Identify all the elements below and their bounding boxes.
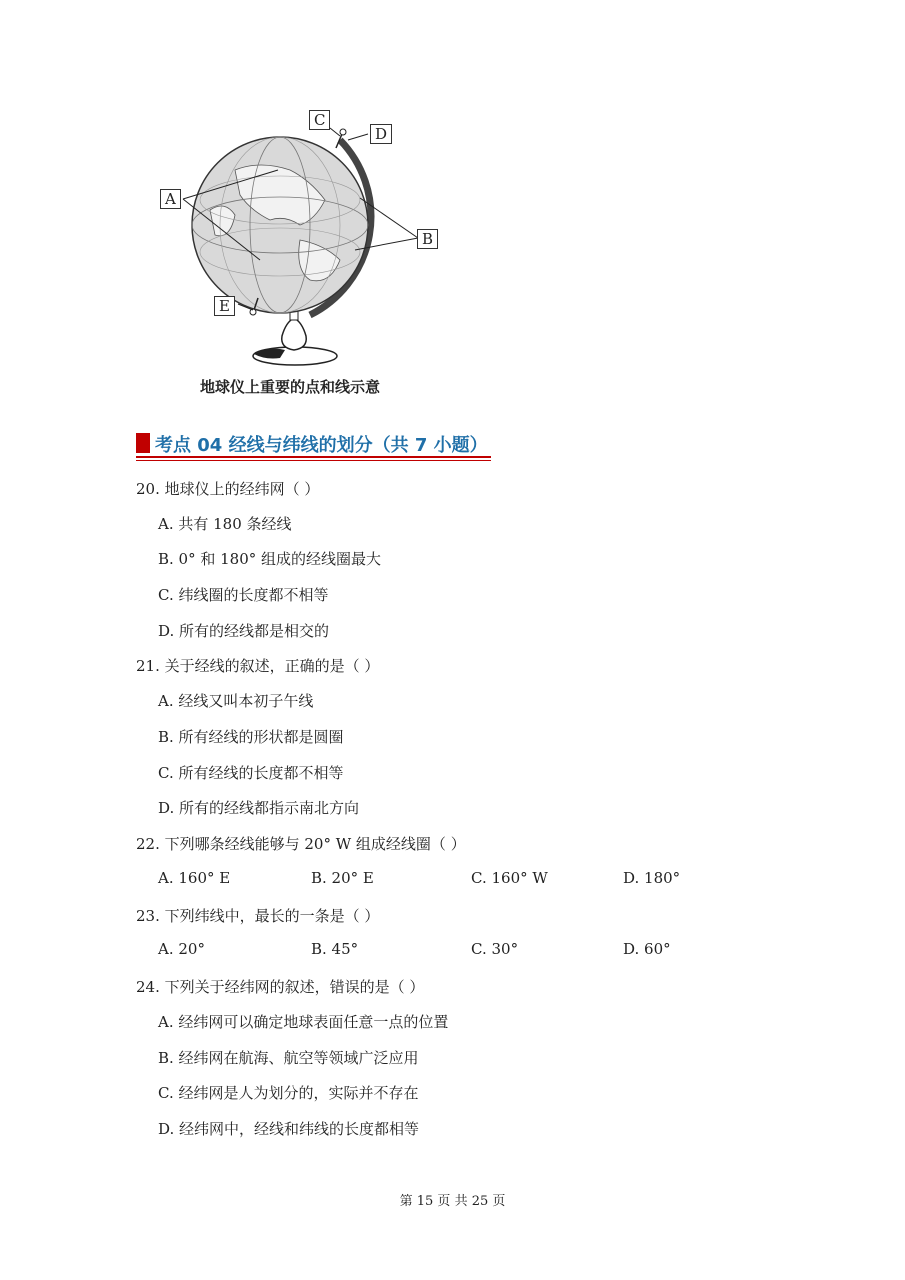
globe-illustration <box>150 100 450 370</box>
label-a: A <box>160 189 181 209</box>
question-23-option-a: A. 20° <box>158 940 205 958</box>
label-d: D <box>370 124 392 144</box>
label-c: C <box>309 110 330 130</box>
question-24-stem: 24. 下列关于经纬网的叙述，错误的是（ ） <box>136 978 425 996</box>
question-21-option-d: D. 所有的经线都指示南北方向 <box>158 799 360 817</box>
question-22-option-b: B. 20° E <box>311 869 374 887</box>
question-21-option-c: C. 所有经线的长度都不相等 <box>158 764 344 782</box>
question-22-stem: 22. 下列哪条经线能够与 20° W 组成经线圈（ ） <box>136 835 466 853</box>
question-22-option-a: A. 160° E <box>158 869 231 887</box>
question-23-option-b: B. 45° <box>311 940 359 958</box>
label-e: E <box>214 296 235 316</box>
section-underline <box>136 456 491 458</box>
question-24-option-b: B. 经纬网在航海、航空等领域广泛应用 <box>158 1049 419 1067</box>
question-23-option-c: C. 30° <box>471 940 519 958</box>
question-20-option-b: B. 0° 和 180° 组成的经线圈最大 <box>158 550 382 568</box>
section-header <box>136 430 491 456</box>
question-20-option-c: C. 纬线圈的长度都不相等 <box>158 586 329 604</box>
question-23-option-d: D. 60° <box>623 940 671 958</box>
question-20-option-d: D. 所有的经线都是相交的 <box>158 622 330 640</box>
question-22-option-d: D. 180° <box>623 869 681 887</box>
globe-figure <box>150 100 450 370</box>
question-24-option-a: A. 经纬网可以确定地球表面任意一点的位置 <box>158 1013 449 1031</box>
question-20-stem: 20. 地球仪上的经纬网（ ） <box>136 480 320 498</box>
question-24-option-c: C. 经纬网是人为划分的，实际并不存在 <box>158 1084 419 1102</box>
section-underline-thin <box>136 460 491 461</box>
question-23-stem: 23. 下列纬线中，最长的一条是（ ） <box>136 907 380 925</box>
question-21-option-a: A. 经线又叫本初子午线 <box>158 692 314 710</box>
figure-caption: 地球仪上重要的点和线示意 <box>200 378 381 396</box>
question-24-option-d: D. 经纬网中，经线和纬线的长度都相等 <box>158 1120 420 1138</box>
question-21-option-b: B. 所有经线的形状都是圆圈 <box>158 728 344 746</box>
question-22-option-c: C. 160° W <box>471 869 548 887</box>
section-title: 考点 04 经线与纬线的划分（共 7 小题） <box>155 435 488 456</box>
label-b: B <box>417 229 438 249</box>
section-marker <box>136 433 150 453</box>
page-footer: 第 15 页 共 25 页 <box>399 1194 506 1209</box>
question-21-stem: 21. 关于经线的叙述，正确的是（ ） <box>136 657 380 675</box>
question-20-option-a: A. 共有 180 条经线 <box>158 515 292 533</box>
